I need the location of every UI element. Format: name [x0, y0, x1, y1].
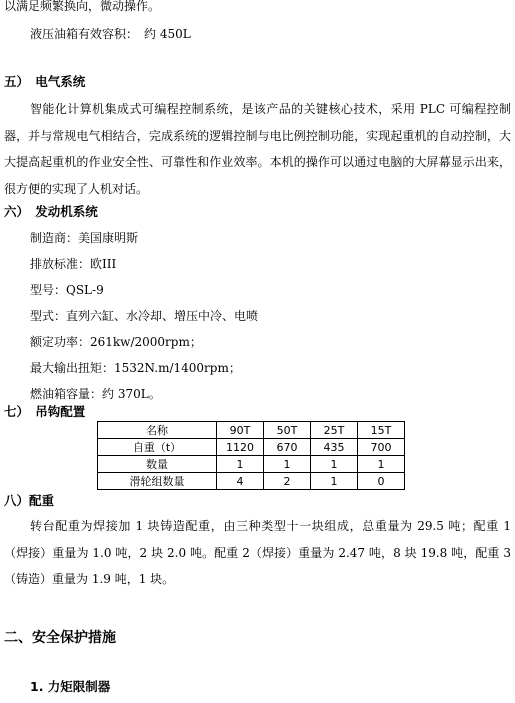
table-row — [98, 456, 405, 473]
electrical-paragraph-text: 智能化计算机集成式可编程控制系统，是该产品的关键核心技术，采用 PLC 可编程控制器，并与常规电气相结合，完成系统的逻辑控制与电比例控制功能，实现起重机的自动控制，大大提高起重机的作业安全性、可靠性和作业效率。本机的操作可以通过电脑的大屏幕显示出来，很方便的实现了人机对话。 — [4, 102, 511, 196]
engine-item-emission: 排放标准：欧III — [30, 257, 117, 271]
section-heading-counterweight: 八）配重 — [4, 493, 55, 508]
engine-item-torque: 最大输出扭矩：1532N.m/1400rpm； — [30, 361, 241, 375]
engine-item-power: 额定功率：261kw/2000rpm； — [30, 335, 202, 349]
section-heading-hook: 七） 吊钩配置 — [4, 404, 86, 419]
table-row — [98, 473, 405, 490]
chapter-heading-safety: 二、安全保护措施 — [4, 630, 116, 646]
counterweight-paragraph-text: 转台配重为焊接加 1 块铸造配重，由三种类型十一块组成，总重量为 29.5 吨；配重 1（焊接）重量为 1.0 吨，2 块 2.0 吨。配重 2（焊接）重量为 2.47 吨，8 块 19.8 吨，配重 3（铸造）重量为 1.9 吨，1 块。 — [4, 519, 511, 586]
table-cell: 1 — [311, 456, 358, 473]
table-row — [98, 439, 405, 456]
table-cell: 2 — [264, 473, 311, 490]
table-cell: 1 — [358, 456, 405, 473]
table-header-row — [98, 422, 405, 439]
engine-item-manufacturer: 制造商：美国康明斯 — [30, 231, 139, 245]
table-cell: 滑轮组数量 — [98, 473, 217, 490]
engine-item-fuel-tank: 燃油箱容量：约 370L。 — [30, 387, 161, 401]
table-header-cell: 15T — [358, 422, 405, 439]
table-cell: 670 — [264, 439, 311, 456]
sub-heading-torque-limiter: 1. 力矩限制器 — [30, 679, 111, 694]
table-header-cell: 50T — [264, 422, 311, 439]
table-cell: 4 — [217, 473, 264, 490]
table-cell: 1 — [264, 456, 311, 473]
table-cell: 0 — [358, 473, 405, 490]
table-cell: 1 — [311, 473, 358, 490]
engine-item-type: 型式：直列六缸、水冷却、增压中冷、电喷 — [30, 309, 259, 323]
table-header-cell: 25T — [311, 422, 358, 439]
table-cell: 自重（t） — [98, 439, 217, 456]
counterweight-paragraph — [4, 513, 511, 593]
table-header-cell: 名称 — [98, 422, 217, 439]
text-line-tank-volume: 液压油箱有效容积： 约 450L — [30, 27, 191, 41]
hook-config-table — [97, 421, 405, 490]
table-header-cell: 90T — [217, 422, 264, 439]
table-cell: 700 — [358, 439, 405, 456]
table-cell: 435 — [311, 439, 358, 456]
section-heading-engine: 六） 发动机系统 — [4, 204, 98, 219]
section-heading-electrical: 五） 电气系统 — [4, 74, 86, 89]
text-line-hydraulic-operation: 以满足频繁换向，微动操作。 — [4, 0, 161, 13]
electrical-paragraph — [4, 96, 511, 202]
table-cell: 数量 — [98, 456, 217, 473]
engine-item-model: 型号：QSL-9 — [30, 283, 104, 297]
table-cell: 1120 — [217, 439, 264, 456]
table-cell: 1 — [217, 456, 264, 473]
